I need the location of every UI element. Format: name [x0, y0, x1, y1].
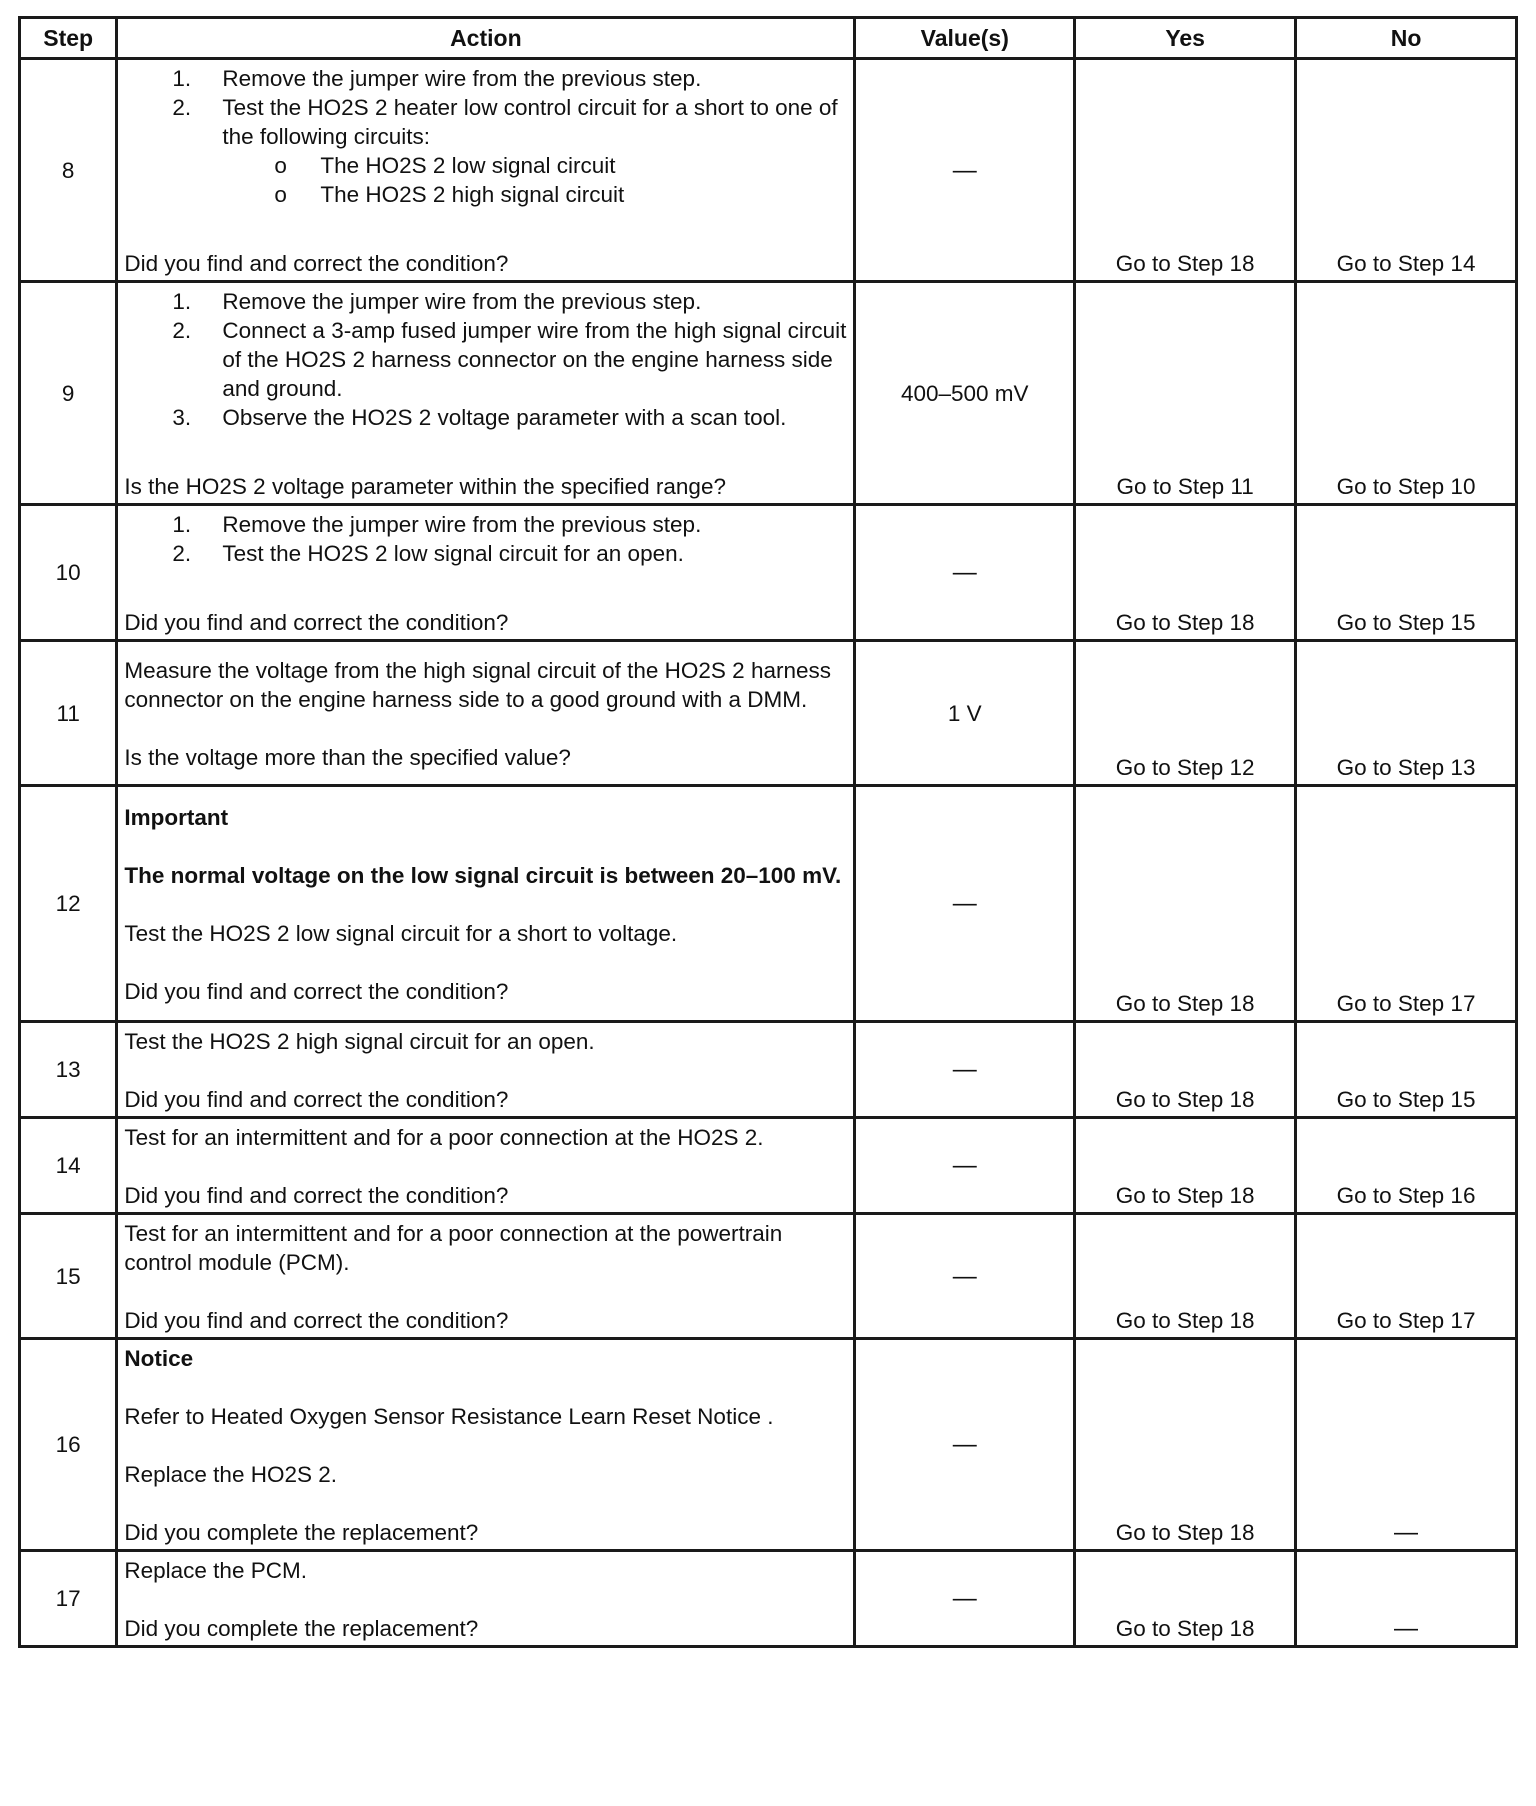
header-action: Action: [117, 18, 855, 59]
yes-cell: Go to Step 18: [1075, 1339, 1296, 1551]
step-number: 13: [20, 1022, 117, 1118]
yes-cell: Go to Step 18: [1075, 1214, 1296, 1339]
value-cell: —: [855, 1022, 1075, 1118]
action-cell: [117, 1551, 855, 1647]
step-number: 12: [20, 786, 117, 1022]
list-item: 2. Test the HO2S 2 heater low control circuit for a short to one of the following circuits:: [172, 95, 838, 149]
action-list: [124, 64, 847, 151]
yes-cell: Go to Step 11: [1075, 282, 1296, 505]
action-text: Measure the voltage from the high signal circuit of the HO2S 2 harness connector on the engine harness side to a good ground with a DMM.: [124, 658, 831, 712]
no-cell: —: [1296, 1339, 1517, 1551]
action-question: Did you find and correct the condition?: [124, 1087, 509, 1112]
action-cell: [117, 1214, 855, 1339]
action-cell: [117, 505, 855, 641]
action-text: Test the HO2S 2 low signal circuit for a short to voltage.: [124, 921, 678, 946]
step-number: 17: [20, 1551, 117, 1647]
action-cell: [117, 641, 855, 786]
action-question: Did you find and correct the condition?: [124, 251, 509, 276]
sub-list: [124, 151, 847, 209]
no-cell: Go to Step 10: [1296, 282, 1517, 505]
action-cell: [117, 786, 855, 1022]
important-heading: Important: [124, 805, 229, 830]
action-cell: [117, 1339, 855, 1551]
yes-cell: Go to Step 18: [1075, 505, 1296, 641]
action-text: Test the HO2S 2 high signal circuit for an open.: [124, 1029, 595, 1054]
table-row-step-12: [20, 786, 1517, 1022]
action-question: Did you complete the replacement?: [124, 1616, 479, 1641]
sub-list-item: o The HO2S 2 low signal circuit: [274, 153, 616, 178]
table-row-step-15: [20, 1214, 1517, 1339]
action-question: Is the voltage more than the specified value?: [124, 745, 571, 770]
yes-cell: Go to Step 18: [1075, 1022, 1296, 1118]
action-list: [124, 287, 847, 432]
table-row-step-10: [20, 505, 1517, 641]
yes-cell: Go to Step 18: [1075, 59, 1296, 282]
action-question: Did you find and correct the condition?: [124, 1308, 509, 1333]
action-cell: [117, 59, 855, 282]
action-question: Did you find and correct the condition?: [124, 610, 509, 635]
value-cell: —: [855, 1214, 1075, 1339]
action-text: Refer to Heated Oxygen Sensor Resistance Learn Reset Notice .: [124, 1404, 774, 1429]
no-cell: Go to Step 16: [1296, 1118, 1517, 1214]
value-cell: —: [855, 786, 1075, 1022]
action-question: Did you find and correct the condition?: [124, 979, 509, 1004]
table-row-step-13: [20, 1022, 1517, 1118]
action-question: Did you complete the replacement?: [124, 1520, 479, 1545]
action-list: [124, 510, 847, 568]
value-cell: 1 V: [855, 641, 1075, 786]
yes-cell: Go to Step 18: [1075, 1551, 1296, 1647]
yes-cell: Go to Step 12: [1075, 641, 1296, 786]
table-row-step-14: [20, 1118, 1517, 1214]
no-cell: Go to Step 13: [1296, 641, 1517, 786]
action-text: Test for an intermittent and for a poor connection at the powertrain control module (PCM).: [124, 1221, 783, 1275]
value-cell: —: [855, 1551, 1075, 1647]
step-number: 9: [20, 282, 117, 505]
no-cell: —: [1296, 1551, 1517, 1647]
table-row-step-11: [20, 641, 1517, 786]
step-number: 14: [20, 1118, 117, 1214]
yes-cell: Go to Step 18: [1075, 1118, 1296, 1214]
no-cell: Go to Step 17: [1296, 1214, 1517, 1339]
list-item: 1. Remove the jumper wire from the previous step.: [172, 66, 702, 91]
table-row-step-9: [20, 282, 1517, 505]
value-cell: —: [855, 59, 1075, 282]
step-number: 16: [20, 1339, 117, 1551]
table-row-step-16: [20, 1339, 1517, 1551]
yes-cell: Go to Step 18: [1075, 786, 1296, 1022]
step-number: 10: [20, 505, 117, 641]
list-item: 1. Remove the jumper wire from the previous step.: [172, 512, 702, 537]
list-item: 2. Test the HO2S 2 low signal circuit for an open.: [172, 541, 684, 566]
header-row: [20, 18, 1517, 59]
value-cell: 400–500 mV: [855, 282, 1075, 505]
list-item: 1. Remove the jumper wire from the previous step.: [172, 289, 702, 314]
value-cell: —: [855, 1339, 1075, 1551]
action-question: Did you find and correct the condition?: [124, 1183, 509, 1208]
value-cell: —: [855, 1118, 1075, 1214]
no-cell: Go to Step 17: [1296, 786, 1517, 1022]
action-text: Test for an intermittent and for a poor connection at the HO2S 2.: [124, 1125, 764, 1150]
value-cell: —: [855, 505, 1075, 641]
no-cell: Go to Step 15: [1296, 505, 1517, 641]
table-row-step-8: [20, 59, 1517, 282]
header-yes: Yes: [1075, 18, 1296, 59]
diagnostic-table: [18, 16, 1518, 1648]
action-question: Is the HO2S 2 voltage parameter within the specified range?: [124, 474, 726, 499]
no-cell: Go to Step 14: [1296, 59, 1517, 282]
important-text: The normal voltage on the low signal circuit is between 20–100 mV.: [124, 863, 842, 888]
header-values: Value(s): [855, 18, 1075, 59]
action-text: Replace the PCM.: [124, 1558, 307, 1583]
header-step: Step: [20, 18, 117, 59]
sub-list-item: o The HO2S 2 high signal circuit: [274, 182, 625, 207]
table-row-step-17: [20, 1551, 1517, 1647]
action-text: Replace the HO2S 2.: [124, 1462, 337, 1487]
action-cell: [117, 1118, 855, 1214]
step-number: 8: [20, 59, 117, 282]
notice-heading: Notice: [124, 1346, 194, 1371]
step-number: 15: [20, 1214, 117, 1339]
action-cell: [117, 282, 855, 505]
header-no: No: [1296, 18, 1517, 59]
list-item: 3. Observe the HO2S 2 voltage parameter with a scan tool.: [172, 405, 787, 430]
step-number: 11: [20, 641, 117, 786]
no-cell: Go to Step 15: [1296, 1022, 1517, 1118]
list-item: 2. Connect a 3-amp fused jumper wire from the high signal circuit of the HO2S 2 harness connector on the engine harness side and ground.: [172, 318, 847, 401]
action-cell: [117, 1022, 855, 1118]
